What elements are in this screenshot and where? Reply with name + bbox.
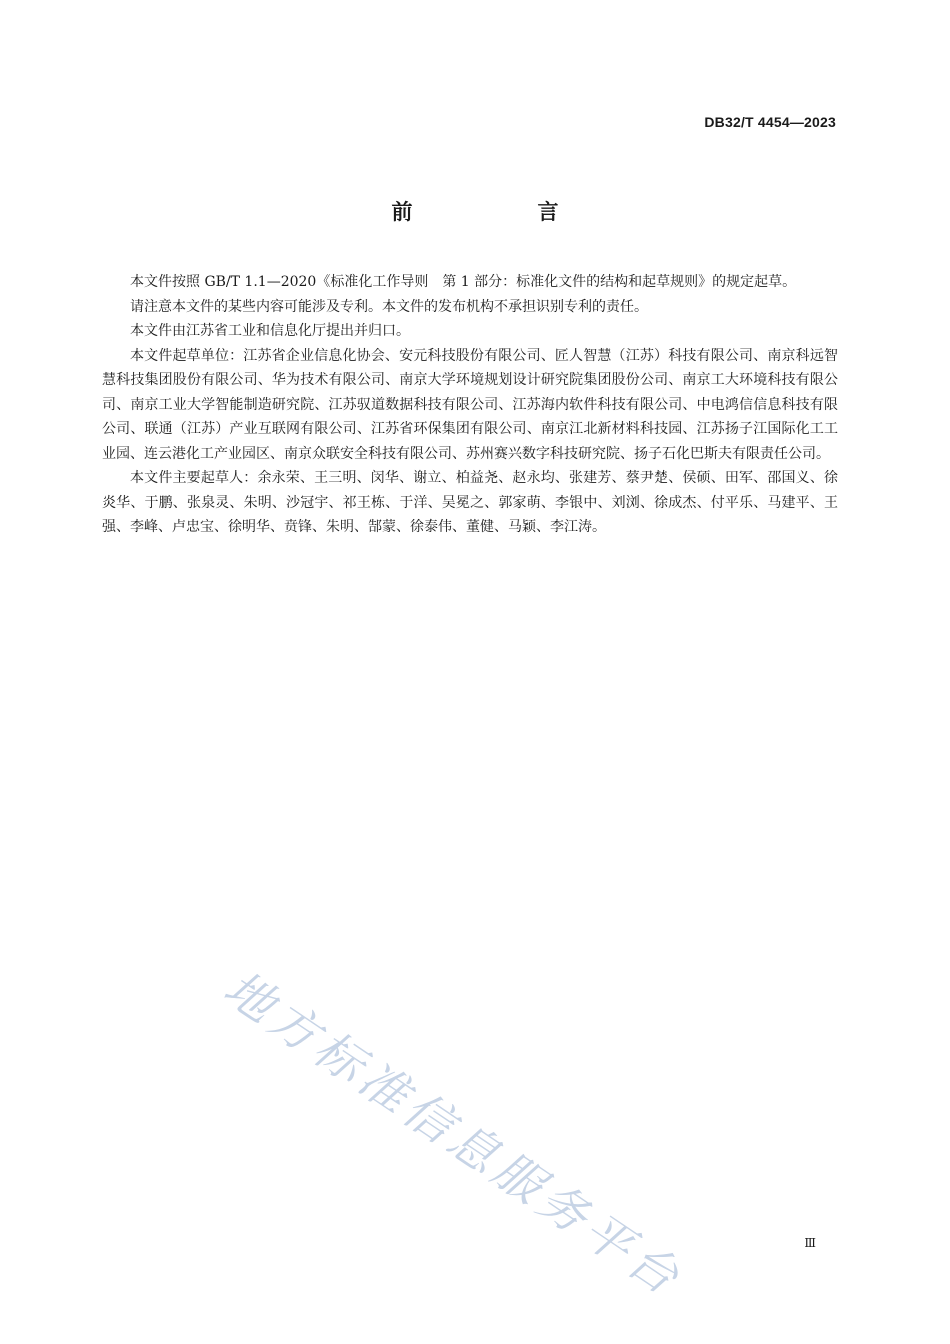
- paragraph-patent-notice: 请注意本文件的某些内容可能涉及专利。本文件的发布机构不承担识别专利的责任。: [130, 298, 648, 315]
- page-number: Ⅲ: [804, 1236, 816, 1250]
- page-title: 前 言: [391, 200, 611, 224]
- standard-number: DB32/T 4454—2023: [704, 114, 836, 130]
- foreword-body: [102, 270, 838, 540]
- paragraph-proposer: 本文件由江苏省工业和信息化厅提出并归口。: [130, 323, 410, 339]
- watermark: 地方标准信息服务平台: [213, 960, 693, 1309]
- paragraph-drafting-rules: 本文件按照 GB/T 1.1—2020《标准化工作导则 第 1 部分：标准化文件的结构和起草规则》的规定起草。: [130, 274, 797, 290]
- paragraph-drafting-units: 本文件起草单位：江苏省企业信息化协会、安元科技股份有限公司、匠人智慧（江苏）科技有限公司、南京科远智慧科技集团股份有限公司、华为技术有限公司、南京大学环境规划设计研究院集团股份公司、南京工大环境科技有限公司、南京工业大学智能制造研究院、江苏驭道数据科技有限公司、江苏海内软件科技有限公司、中电鸿信信息科技有限公司、联通（江苏）产业互联网有限公司、江苏省环保集团有限公司、南京江北新材料科技园、江苏扬子江国际化工工业园、连云港化工产业园区、南京众联安全科技有限公司、苏州赛兴数字科技研究院、扬子石化巴斯夫有限责任公司。: [102, 347, 838, 462]
- paragraph-drafters: 本文件主要起草人：余永荣、王三明、闵华、谢立、柏益尧、赵永均、张建芳、蔡尹楚、侯硕、田军、邵国义、徐炎华、于鹏、张泉灵、朱明、沙冠宇、祁王栋、于洋、吴冕之、郭家萌、李银中、刘浏、徐成杰、付平乐、马建平、王强、李峰、卢忠宝、徐明华、贲锋、朱明、郜蒙、徐泰伟、董健、马颖、李江涛。: [102, 470, 838, 535]
